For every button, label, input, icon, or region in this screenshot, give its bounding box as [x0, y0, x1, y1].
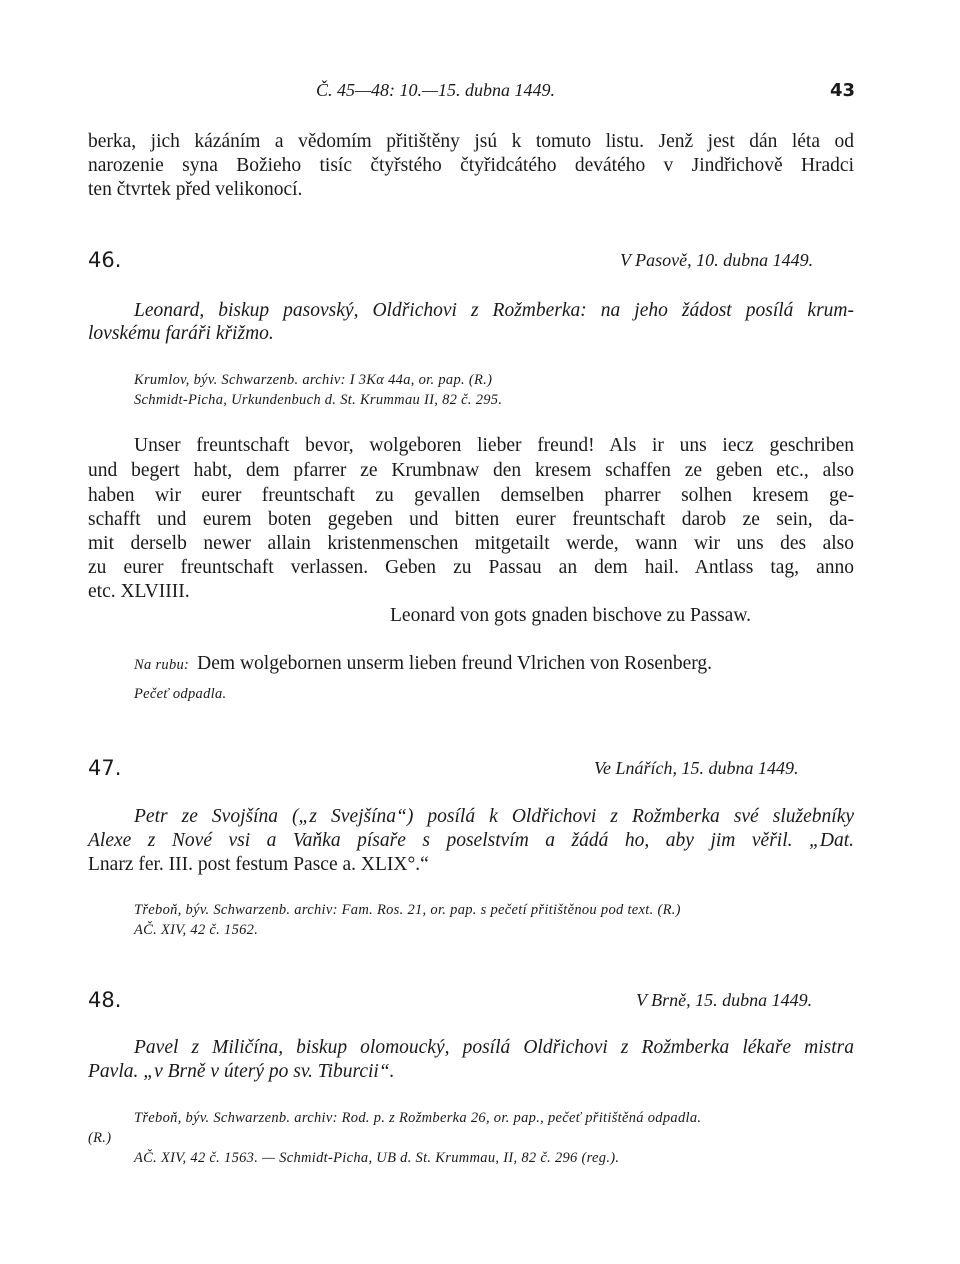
entry-48-source-2: (R.) — [88, 1130, 112, 1146]
entry-46-number: 46. — [88, 248, 122, 272]
entry-46-text-2: und begert habt, dem pfarrer ze Krumbnaw den kresem schaffen ze geben etc., also — [88, 460, 854, 481]
entry-47-regest-2: Alexe z Nové vsi a Vaňka písaře s poselstvím a žádá ho, aby jim věřil. „Dat. — [88, 830, 854, 851]
entry-47-source-2: AČ. XIV, 42 č. 1562. — [134, 922, 259, 938]
entry-46-text-6: zu eurer freuntschaft verlassen. Geben zu Passau an dem hail. Antlass tag, anno — [88, 557, 854, 578]
entry-46-source-2: Schmidt-Picha, Urkundenbuch d. St. Krummau II, 82 č. 295. — [134, 392, 503, 408]
entry-48-place-date: V Brně, 15. dubna 1449. — [636, 990, 813, 1010]
entry-46-place-date: V Pasově, 10. dubna 1449. — [620, 250, 814, 270]
entry-46-text-5: mit derselb newer allain kristenmenschen mitgetailt werde, wann wir uns des also — [88, 533, 854, 554]
entry-46-text-1: Unser freuntschaft bevor, wolgeboren lieber freund! Als ir uns iecz geschriben — [134, 435, 854, 456]
entry-46-dorse — [134, 652, 712, 676]
entry-46-text-7: etc. XLVIIII. — [88, 581, 190, 602]
entry-48-regest-1: Pavel z Miličína, biskup olomoucký, posílá Oldřichovi z Rožmberka lékaře mistra — [134, 1037, 854, 1058]
dorse-label: Na rubu: — [134, 657, 190, 673]
entry-46-signature: Leonard von gots gnaden bischove zu Passaw. — [390, 605, 752, 626]
intro-line-2: narozenie syna Božieho tisíc čtyřstého čtyřidcátého devátého v Jindřichově Hradci — [88, 155, 854, 176]
entry-47-number: 47. — [88, 756, 122, 780]
entry-48-source-1: Třeboň, býv. Schwarzenb. archiv: Rod. p. z Rožmberka 26, or. pap., pečeť přitištěná odpadla. — [134, 1110, 702, 1126]
page-number: 43 — [830, 80, 856, 101]
entry-47-source-1: Třeboň, býv. Schwarzenb. archiv: Fam. Ros. 21, or. pap. s pečetí přitištěnou pod text. (R.) — [134, 902, 681, 918]
entry-46-regest-2: lovskému faráři křižmo. — [88, 323, 274, 344]
entry-46-seal-note: Pečeť odpadla. — [134, 686, 227, 702]
entry-46-regest-1: Leonard, biskup pasovský, Oldřichovi z Rožmberka: na jeho žádost posílá krum- — [134, 300, 854, 321]
dorse-text: Dem wolgebornen unserm lieben freund Vlrichen von Rosenberg. — [197, 653, 712, 674]
entry-48-source-3: AČ. XIV, 42 č. 1563. — Schmidt-Picha, UB d. St. Krummau, II, 82 č. 296 (reg.). — [134, 1150, 620, 1166]
intro-line-1: berka, jich kázáním a vědomím přitištěny jsú k tomuto listu. Jenž jest dán léta od — [88, 131, 854, 152]
entry-46-text-4: schafft und eurem boten gegeben und bitten eurer freuntschaft darob ze sein, da- — [88, 509, 854, 530]
entry-47-place-date: Ve Lnářích, 15. dubna 1449. — [594, 758, 799, 778]
entry-48-regest-2: Pavla. „v Brně v úterý po sv. Tiburcii“. — [88, 1061, 395, 1082]
entry-46-text-3: haben wir eurer freuntschaft zu gevallen demselben pharrer solhen kresem ge- — [88, 485, 854, 506]
intro-line-3: ten čtvrtek před velikonocí. — [88, 179, 303, 200]
entry-47-regest-1: Petr ze Svojšína („z Svejšína“) posílá k Oldřichovi z Rožmberka své služebníky — [134, 806, 854, 827]
entry-46-source-1: Krumlov, býv. Schwarzenb. archiv: I 3Kα 44a, or. pap. (R.) — [134, 372, 493, 388]
running-title: Č. 45—48: 10.—15. dubna 1449. — [316, 80, 556, 100]
entry-47-regest-3: Lnarz fer. III. post festum Pasce a. XLIX°.“ — [88, 854, 429, 875]
entry-48-number: 48. — [88, 988, 122, 1012]
